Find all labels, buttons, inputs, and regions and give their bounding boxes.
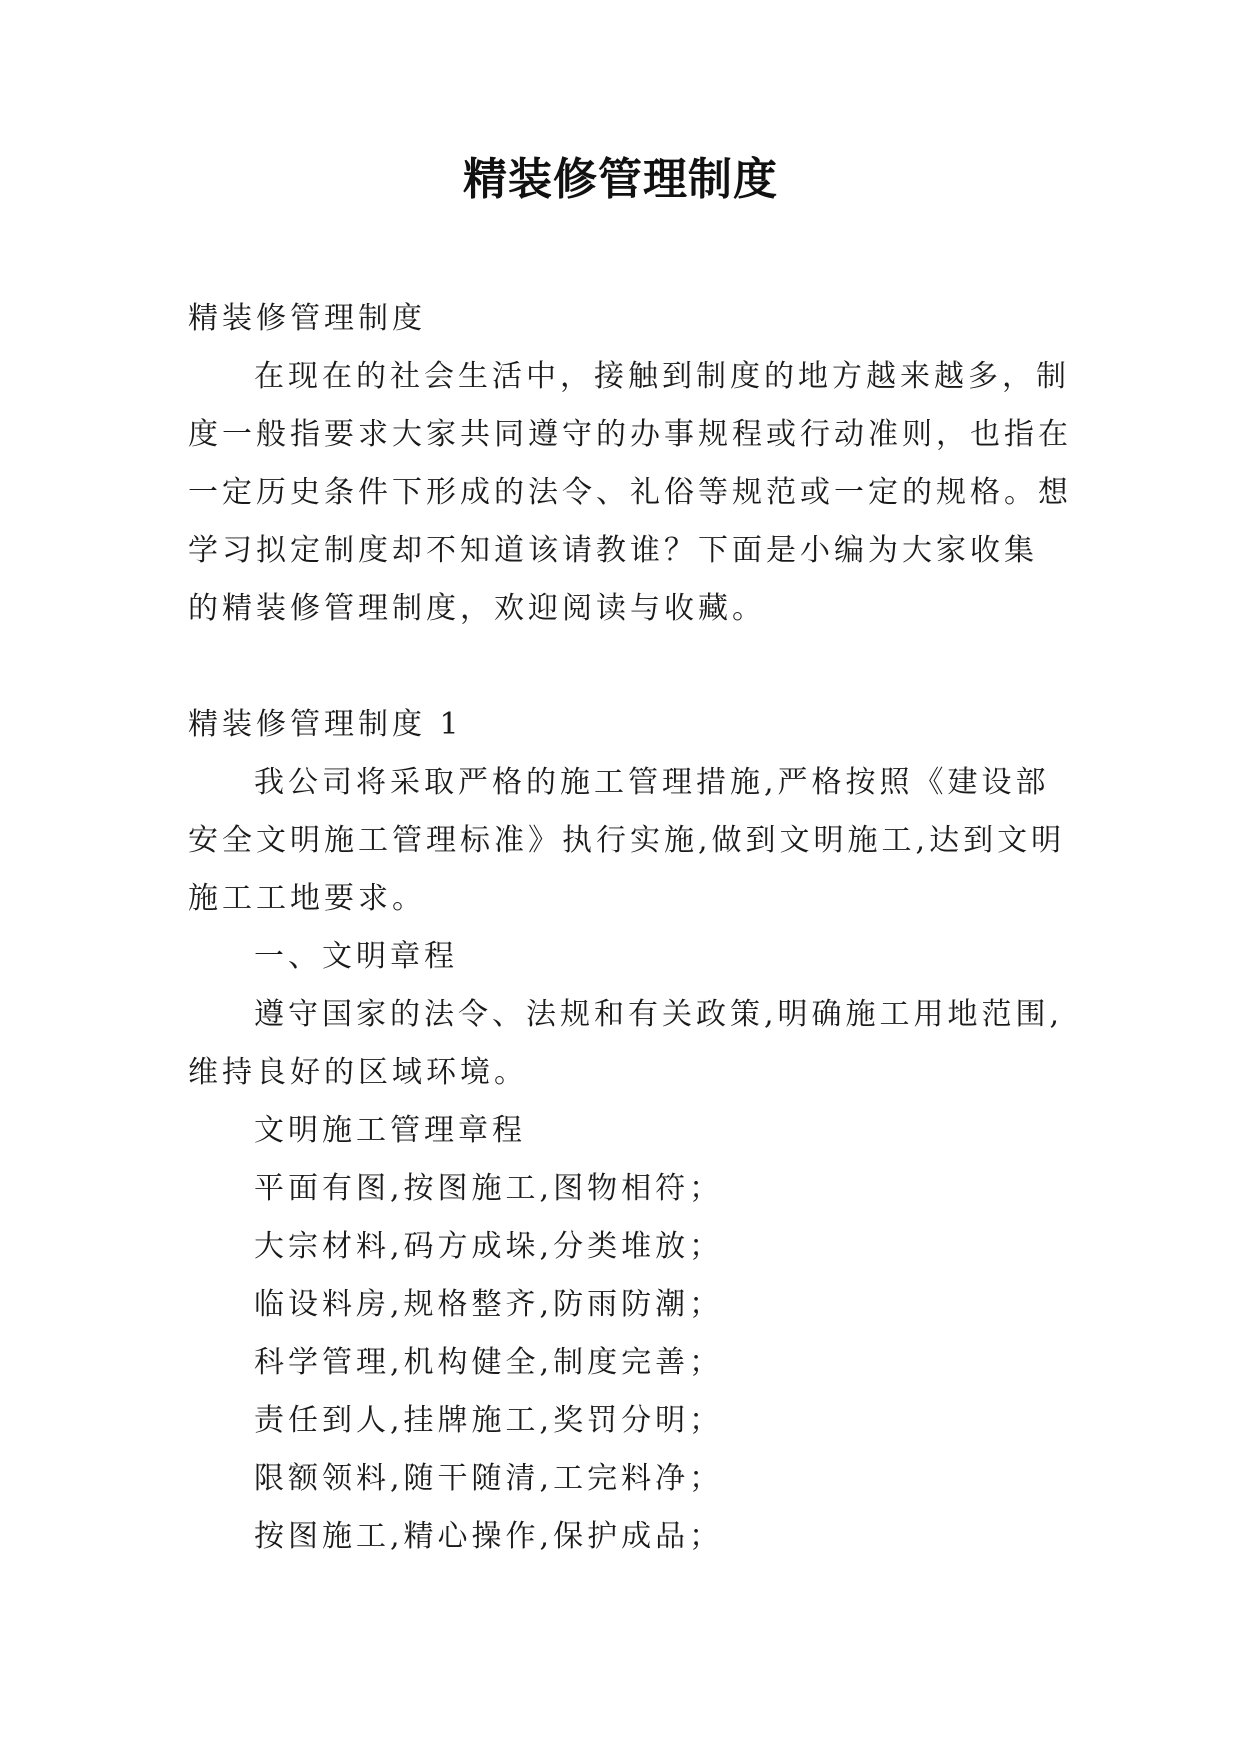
- rule-item: 责任到人,挂牌施工,奖罚分明；: [254, 1403, 724, 1438]
- rule-item: 大宗材料,码方成垛,分类堆放；: [254, 1229, 724, 1264]
- section-heading: 精装修管理制度 1: [188, 707, 463, 742]
- paragraph-gap: [188, 638, 1068, 696]
- rule-item: 限额领料,随干随清,工完料净；: [254, 1461, 724, 1496]
- section-paragraph-line: 施工工地要求。: [188, 881, 426, 916]
- rule-item: 按图施工,精心操作,保护成品；: [254, 1519, 724, 1554]
- document-body: [188, 290, 1072, 1566]
- rule-item: 临设料房,规格整齐,防雨防潮；: [254, 1287, 724, 1322]
- intro-line: 学习拟定制度却不知道该请教谁？下面是小编为大家收集: [188, 533, 1038, 568]
- paragraph-line: 维持良好的区域环境。: [188, 1055, 528, 1090]
- subheading: 一、文明章程: [254, 939, 458, 974]
- intro-line: 一定历史条件下形成的法令、礼俗等规范或一定的规格。想: [188, 475, 1072, 510]
- subtitle: 精装修管理制度: [188, 301, 426, 336]
- intro-line: 在现在的社会生活中，接触到制度的地方越来越多，制: [254, 359, 1070, 394]
- intro-line: 度一般指要求大家共同遵守的办事规程或行动准则，也指在: [188, 417, 1072, 452]
- subheading: 文明施工管理章程: [254, 1113, 526, 1148]
- section-paragraph-line: 安全文明施工管理标准》执行实施,做到文明施工,达到文明: [188, 823, 1066, 858]
- rule-item: 科学管理,机构健全,制度完善；: [254, 1345, 724, 1380]
- paragraph-line: 遵守国家的法令、法规和有关政策,明确施工用地范围,: [254, 997, 1064, 1032]
- rule-item: 平面有图,按图施工,图物相符；: [254, 1171, 724, 1206]
- intro-line: 的精装修管理制度，欢迎阅读与收藏。: [188, 591, 766, 626]
- document-title: 精装修管理制度: [463, 154, 778, 205]
- section-paragraph-line: 我公司将采取严格的施工管理措施,严格按照《建设部: [254, 765, 1050, 800]
